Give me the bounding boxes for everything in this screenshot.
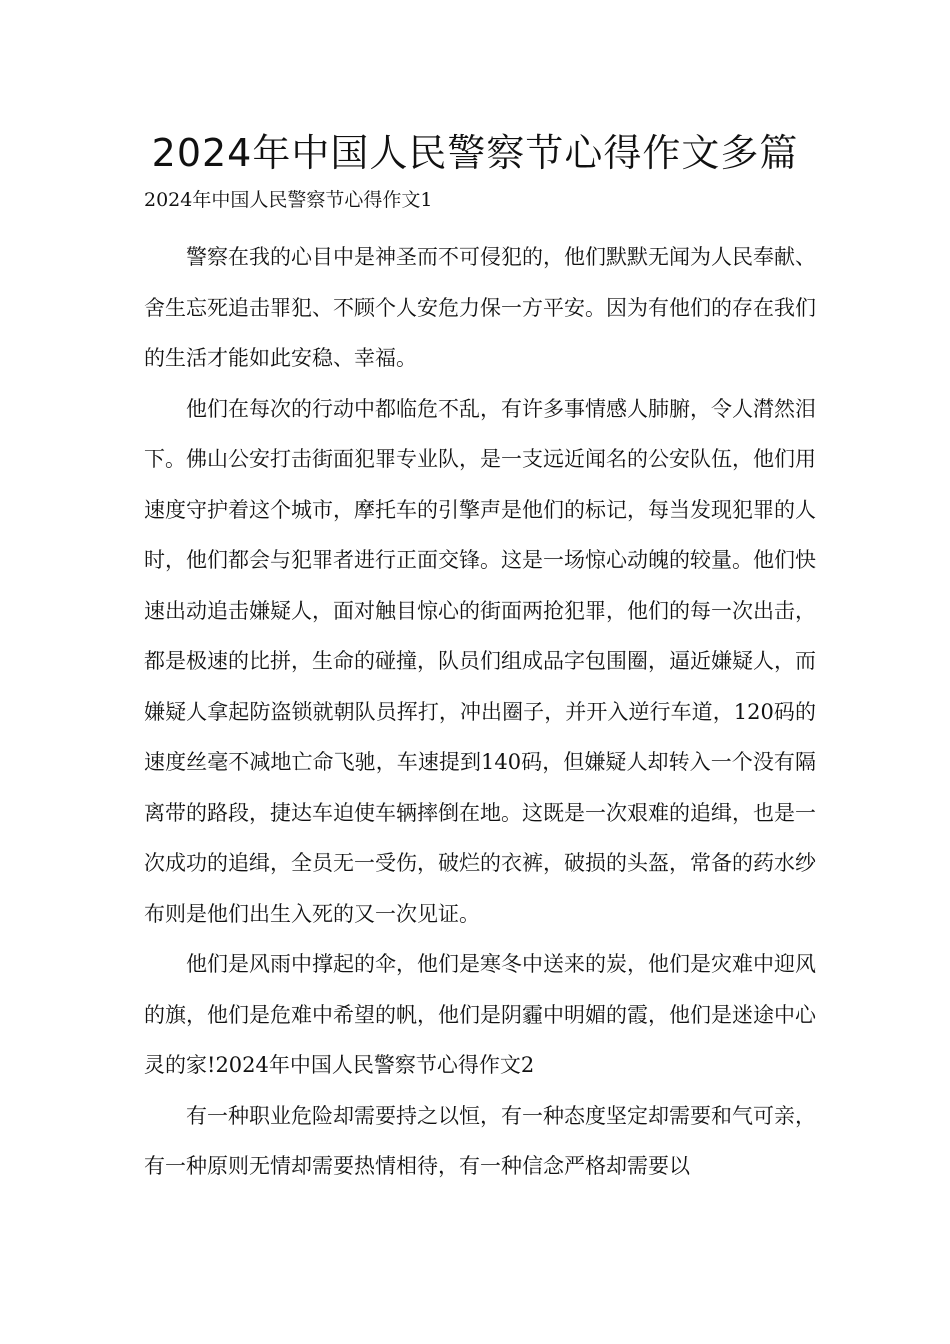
paragraph-2: 他们在每次的行动中都临危不乱，有许多事情感人肺腑，令人潸然泪下。佛山公安打击街面犯罪专业队，是一支远近闻名的公安队伍，他们用速度守护着这个城市，摩托车的引擎声是他们的标记，每当发现犯罪的人时，他们都会与犯罪者进行正面交锋。这是一场惊心动魄的较量。他们快速出动追击嫌疑人，面对触目惊心的街面两抢犯罪，他们的每一次出击，都是极速的比拼，生命的碰撞，队员们组成品字包围圈，逼近嫌疑人，而嫌疑人拿起防盗锁就朝队员挥打，冲出圈子，并开入逆行车道，120码的速度丝毫不减地亡命飞驰，车速提到140码，但嫌疑人却转入一个没有隔离带的路段，捷达车迫使车辆摔倒在地。这既是一次艰难的追缉，也是一次成功的追缉，全员无一受伤，破烂的衣裤，破损的头盔，常备的药水纱布则是他们出生入死的又一次见证。	[144, 396, 816, 926]
paragraph-4: 有一种职业危险却需要持之以恒，有一种态度坚定却需要和气可亲，有一种原则无情却需要热情相待，有一种信念严格却需要以	[144, 1103, 816, 1178]
section-heading-1: 2024年中国人民警察节心得作文1	[144, 189, 433, 211]
document-title: 2024年中国人民警察节心得作文多篇	[151, 131, 799, 175]
paragraph-3: 他们是风雨中撑起的伞，他们是寒冬中送来的炭，他们是灾难中迎风的旗，他们是危难中希望的帆，他们是阴霾中明媚的霞，他们是迷途中心灵的家!2024年中国人民警察节心得作文2	[144, 952, 816, 1077]
document-body	[144, 182, 816, 1192]
paragraph-1: 警察在我的心目中是神圣而不可侵犯的，他们默默无闻为人民奉献、舍生忘死追击罪犯、不顾个人安危力保一方平安。因为有他们的存在我们的生活才能如此安稳、幸福。	[144, 245, 816, 370]
